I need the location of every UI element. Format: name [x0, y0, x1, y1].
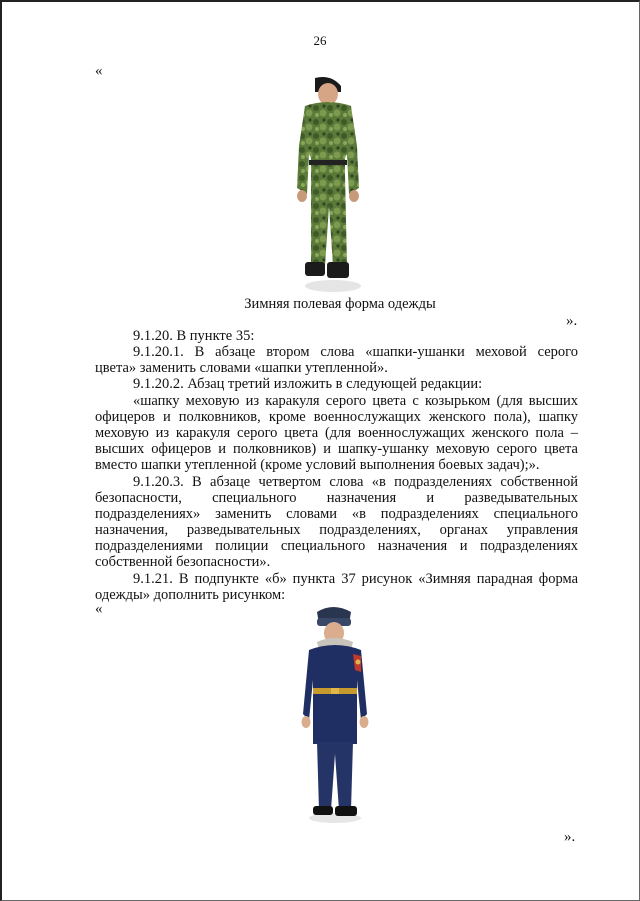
paragraph-9-1-20-2-line1: 9.1.20.2. Абзац третий изложить в следующей редакции: [133, 376, 483, 392]
paragraph-9-1-20-1-line2: цвета» заменить словами «шапки утепленной». [95, 360, 388, 376]
winter-field-uniform-figure [285, 76, 375, 298]
paragraph-9-1-20-3-line3: подразделениях» заменить словами «в подразделениях специального [95, 506, 578, 522]
winter-parade-uniform-figure [295, 604, 375, 826]
quoted-text-line2: офицеров и полковников, кроме военнослужащих женского пола), шапку [95, 409, 578, 425]
page-number: 26 [313, 33, 327, 48]
quoted-text-line3: меховую из каракуля серого цвета (для военнослужащих женского пола – [95, 425, 578, 441]
paragraph-9-1-20-3-line1: 9.1.20.3. В абзаце четвертом слова «в подразделениях собственной [133, 474, 578, 490]
paragraph-9-1-20-1-line1: 9.1.20.1. В абзаце втором слова «шапки-ушанки меховой серого [133, 344, 578, 360]
paragraph-9-1-21-line1: 9.1.21. В подпункте «б» пункта 37 рисунок «Зимняя парадная форма [133, 571, 578, 587]
paragraph-9-1-20-3-line2: безопасности, специального назначения и разведывательных [95, 490, 578, 506]
paragraph-9-1-20-3-line5: подразделениями полиции специального назначения и подразделениях [95, 538, 578, 554]
paragraph-9-1-20-3-line6: собственной безопасности». [95, 554, 271, 570]
figure2-closing-quote: ». [564, 829, 576, 845]
paragraph-9-1-21-line2: одежды» дополнить рисунком: [95, 587, 286, 603]
paragraph-9-1-20-line1: 9.1.20. В пункте 35: [133, 328, 255, 344]
second-opening-quote: « [95, 601, 103, 617]
figure1-caption: Зимняя полевая форма одежды [244, 296, 436, 312]
quoted-text-line1: «шапку меховую из каракуля серого цвета с козырьком (для высших [133, 393, 578, 409]
figure1-closing-quote: ». [566, 313, 578, 329]
quoted-text-line4: высших офицеров и полковников) и шапку-ушанку меховую серого цвета [95, 441, 578, 457]
paragraph-9-1-20-3-line4: назначения, разведывательных подразделениях, органах управления [95, 522, 578, 538]
quoted-text-line5: вместо шапки утепленной (кроме условий выполнения боевых задач);». [95, 457, 540, 473]
opening-quote: « [95, 63, 103, 79]
